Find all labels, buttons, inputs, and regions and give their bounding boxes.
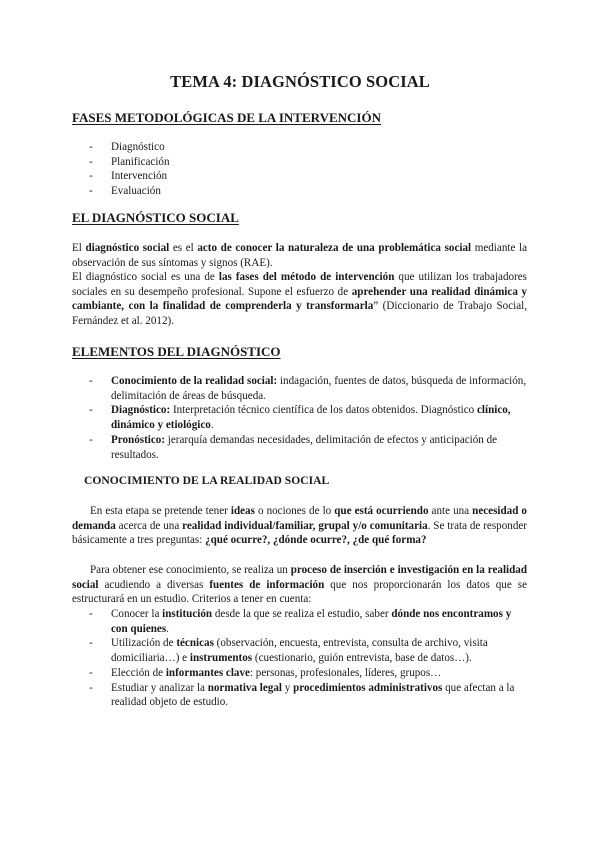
list-item: - Evaluación	[89, 184, 529, 199]
section-heading-diagnostico: EL DIAGNÓSTICO SOCIAL	[72, 210, 239, 225]
list-item: - Planificación	[89, 155, 529, 170]
list-item: - Estudiar y analizar la normativa legal y procedimientos administrativos que afectan a la realidad objeto de estudio.	[89, 681, 529, 710]
elementos-list	[89, 374, 529, 462]
list-item: - Elección de informantes clave: personas, profesionales, líderes, grupos…	[89, 666, 529, 681]
page-title: TEMA 4: DIAGNÓSTICO SOCIAL	[170, 72, 430, 91]
section-heading-elementos: ELEMENTOS DEL DIAGNÓSTICO	[72, 344, 281, 359]
section-heading-fases: FASES METODOLÓGICAS DE LA INTERVENCIÓN	[72, 110, 381, 125]
criterios-list	[89, 607, 529, 710]
list-item: - Intervención	[89, 169, 529, 184]
list-item: - Utilización de técnicas (observación, encuesta, entrevista, consulta de archivo, visita domiciliaria…) e instrumentos (cuestionario, guión entrevista, base de datos…).	[89, 636, 529, 665]
list-item: - Conocimiento de la realidad social: indagación, fuentes de datos, búsqueda de información, delimitación de áreas de búsqueda.	[89, 374, 529, 403]
section-heading-conocimiento: CONOCIMIENTO DE LA REALIDAD SOCIAL	[84, 474, 330, 487]
fases-list	[89, 140, 529, 198]
list-item: - Conocer la institución desde la que se realiza el estudio, saber dónde nos encontramos y con quienes.	[89, 607, 529, 636]
list-item: - Pronóstico: jerarquía demandas necesidades, delimitación de efectos y anticipación de resultados.	[89, 433, 529, 462]
paragraph-fase-metodo: El diagnóstico social es una de las fases del método de intervención que utilizan los trabajadores sociales en su desempeño profesional. Supone el esfuerzo de aprehender una realidad dinámica y cambiante, con la finalidad de comprenderla y transformarla” (Diccionario de Trabajo Social, Fernández et al. 2012).	[72, 271, 528, 328]
paragraph-proceso: Para obtener ese conocimiento, se realiza un proceso de inserción e investigación en la realidad social acudiendo a diversas fuentes de información que nos proporcionarán los datos que se estructurará en un estudio. Criterios a tener en cuenta:	[72, 564, 528, 606]
paragraph-definicion: El diagnóstico social es el acto de conocer la naturaleza de una problemática social mediante la observación de sus síntomas y signos (RAE).	[72, 242, 527, 269]
paragraph-etapa: En esta etapa se pretende tener ideas o nociones de lo que está ocurriendo ante una necesidad o demanda acerca de una realidad individual/familiar, grupal y/o comunitaria. Se trata de responder básicamente a tres preguntas: ¿qué ocurre?, ¿dónde ocurre?, ¿de qué forma?	[72, 505, 527, 547]
list-item: - Diagnóstico	[89, 140, 529, 155]
list-item: - Diagnóstico: Interpretación técnico científica de los datos obtenidos. Diagnóstico clínico, dinámico y etiológico.	[89, 403, 529, 432]
